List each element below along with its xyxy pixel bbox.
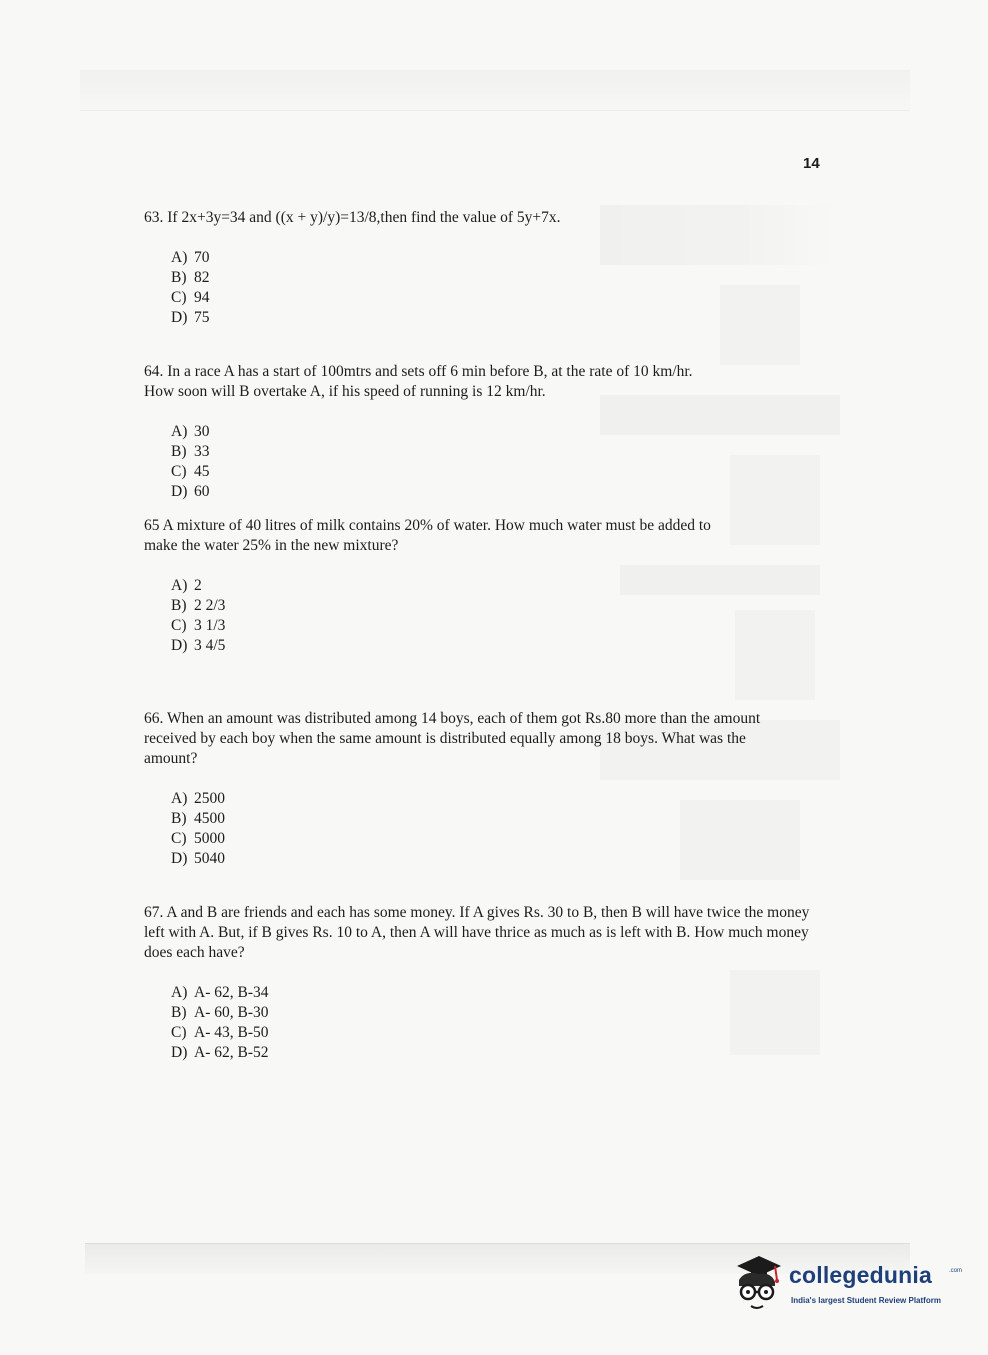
option-letter: C): [171, 289, 187, 306]
option-text: 2500: [194, 790, 225, 807]
options-list: [144, 422, 719, 502]
option-b: [171, 1003, 824, 1023]
scan-header-band: [80, 70, 910, 111]
option-a: [171, 576, 729, 596]
option-letter: A): [171, 423, 188, 440]
option-d: [171, 482, 719, 502]
option-a: [171, 422, 719, 442]
option-letter: D): [171, 1044, 188, 1061]
question-63: [144, 208, 824, 328]
option-text: 75: [194, 309, 210, 326]
option-text: 2: [194, 577, 202, 594]
question-stem: 63. If 2x+3y=34 and ((x + y)/y)=13/8,then find the value of 5y+7x.: [144, 209, 561, 226]
option-letter: A): [171, 984, 188, 1001]
logo-suffix: .com: [949, 1268, 963, 1274]
mascot-icon: [731, 1252, 783, 1314]
bleed-through-shadow: [730, 455, 820, 545]
option-b: [171, 809, 764, 829]
option-d: [171, 1043, 824, 1063]
option-text: 30: [194, 423, 210, 440]
option-letter: D): [171, 850, 188, 867]
question-66: [144, 709, 764, 869]
option-text: 5040: [194, 850, 225, 867]
option-letter: B): [171, 597, 187, 614]
option-text: 94: [194, 289, 210, 306]
collegedunia-logo[interactable]: [731, 1252, 961, 1322]
option-text: A- 62, B-34: [194, 984, 269, 1001]
question-stem: 65 A mixture of 40 litres of milk contains 20% of water. How much water must be added to make the water 25% in the new mixture?: [144, 517, 711, 554]
option-c: [171, 1023, 824, 1043]
option-c: [171, 829, 764, 849]
option-letter: D): [171, 483, 188, 500]
options-list: [144, 576, 729, 656]
option-b: [171, 442, 719, 462]
option-text: 82: [194, 269, 210, 286]
option-letter: C): [171, 830, 187, 847]
options-list: [144, 248, 824, 328]
option-d: [171, 636, 729, 656]
question-stem: 67. A and B are friends and each has some money. If A gives Rs. 30 to B, then B will have twice the money left with A. But, if B gives Rs. 10 to A, then A will have thrice as much as is left with B. How much money does each have?: [144, 904, 810, 961]
option-d: [171, 849, 764, 869]
option-letter: A): [171, 249, 188, 266]
question-65: [144, 516, 729, 656]
option-text: 5000: [194, 830, 225, 847]
option-text: A- 60, B-30: [194, 1004, 269, 1021]
option-letter: B): [171, 269, 187, 286]
options-list: [144, 983, 824, 1063]
option-text: 3 1/3: [194, 617, 226, 634]
option-c: [171, 616, 729, 636]
option-text: 70: [194, 249, 210, 266]
option-b: [171, 268, 824, 288]
option-b: [171, 596, 729, 616]
option-c: [171, 462, 719, 482]
page-number: 14: [803, 155, 820, 172]
option-text: 3 4/5: [194, 637, 226, 654]
option-letter: A): [171, 790, 188, 807]
bleed-through-shadow: [735, 610, 815, 700]
option-letter: A): [171, 577, 188, 594]
logo-tagline: India's largest Student Review Platform: [791, 1296, 941, 1305]
option-a: [171, 983, 824, 1003]
option-letter: B): [171, 1004, 187, 1021]
option-text: 60: [194, 483, 210, 500]
logo-wordmark: collegedunia: [789, 1262, 932, 1288]
question-stem: 66. When an amount was distributed among 14 boys, each of them got Rs.80 more than the amount received by each boy when the same amount is distributed equally among 18 boys. What was the amount?: [144, 710, 761, 767]
option-a: [171, 248, 824, 268]
option-letter: B): [171, 443, 187, 460]
option-letter: C): [171, 617, 187, 634]
option-text: 45: [194, 463, 210, 480]
option-d: [171, 308, 824, 328]
option-letter: B): [171, 810, 187, 827]
option-letter: D): [171, 309, 188, 326]
option-text: A- 62, B-52: [194, 1044, 269, 1061]
question-67: [144, 903, 824, 1063]
option-a: [171, 789, 764, 809]
option-text: A- 43, B-50: [194, 1024, 269, 1041]
question-64: [144, 362, 719, 502]
option-text: 33: [194, 443, 210, 460]
option-c: [171, 288, 824, 308]
options-list: [144, 789, 764, 869]
question-stem: 64. In a race A has a start of 100mtrs and sets off 6 min before B, at the rate of 10 km/hr. How soon will B overtake A, if his speed of running is 12 km/hr.: [144, 363, 693, 400]
option-text: 4500: [194, 810, 225, 827]
option-letter: C): [171, 463, 187, 480]
option-letter: C): [171, 1024, 187, 1041]
option-letter: D): [171, 637, 188, 654]
option-text: 2 2/3: [194, 597, 226, 614]
